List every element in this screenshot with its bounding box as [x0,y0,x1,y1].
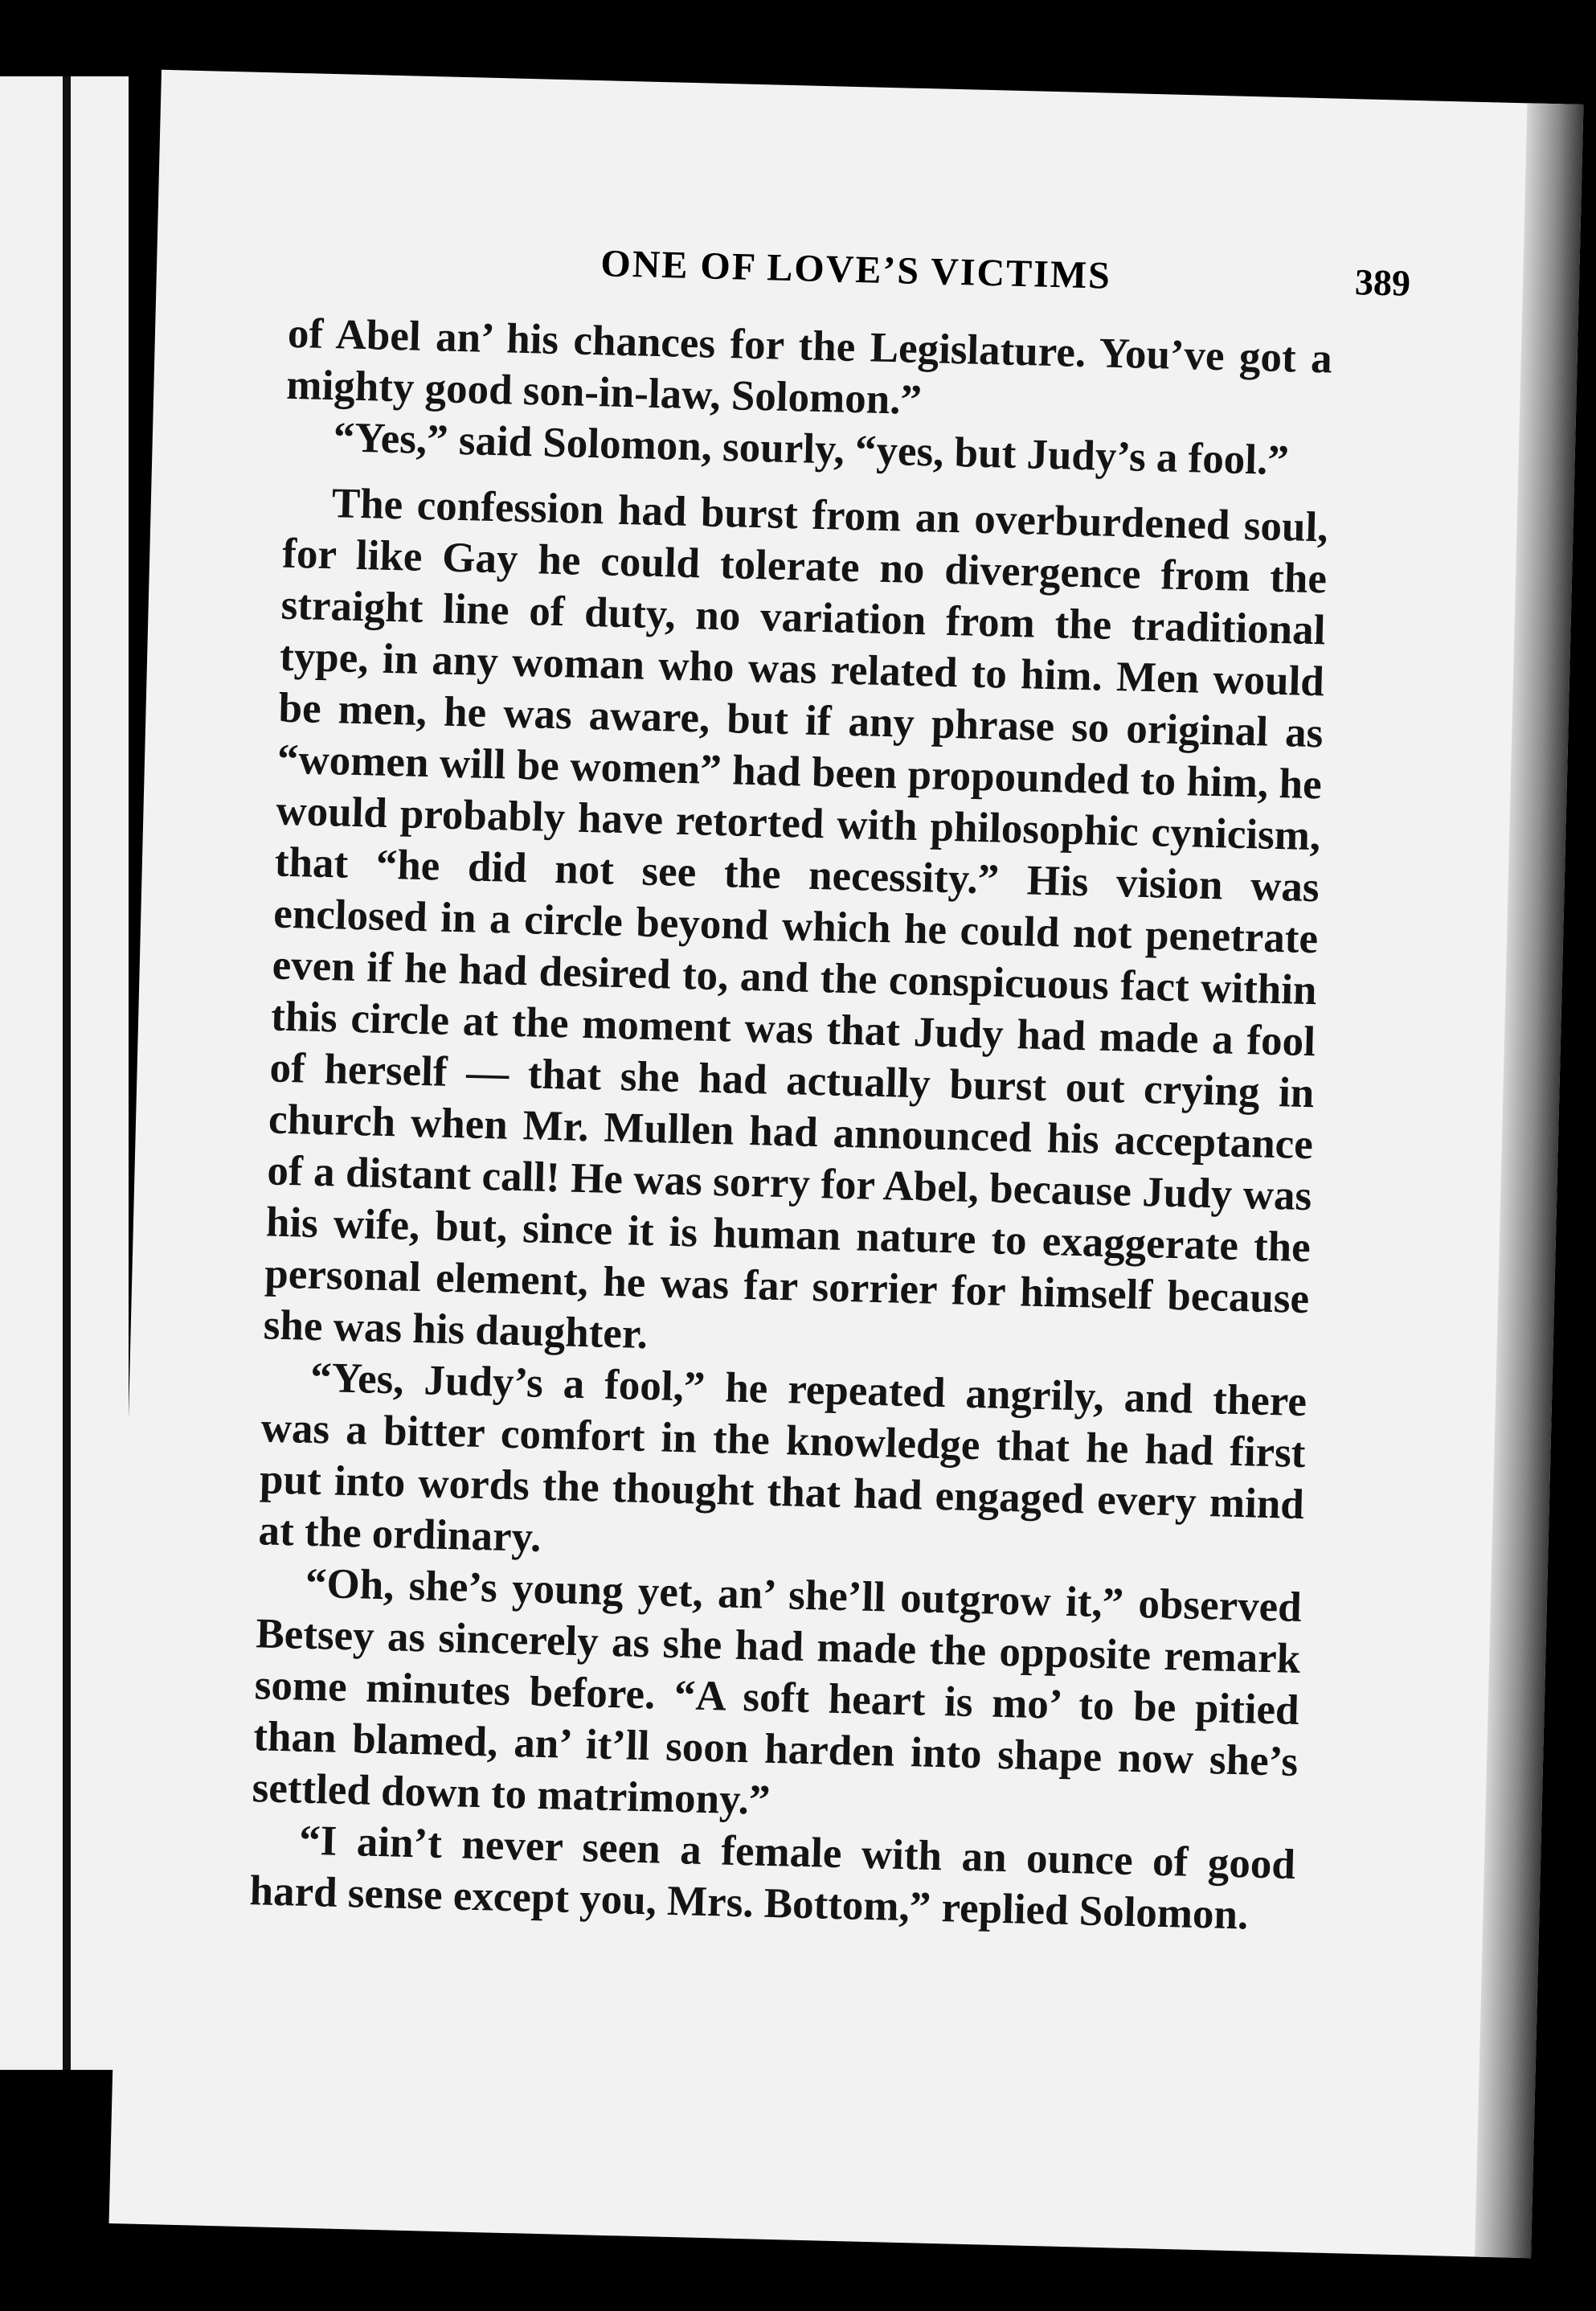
body-text [249,308,1333,1942]
page-gutter-edge [63,76,71,2070]
paragraph: The confession had burst from an overburdened soul, for like Gay he could tolerate no divergence from the straight line of duty, no variation from the traditional type, in any woman who was related to him. Men would be men, he was aware, but if any phrase so original as “women will be women” had been propounded to him, he would probably have retorted with philosophic cynicism, that “he did not see the necessity.” His vision was enclosed in a circle beyond which he could not penetrate even if he had desired to, and the conspicuous fact within this circle at the moment was that Judy had made a fool of herself — that she had actually burst out crying in church when Mr. Mullen had announced his acceptance of a distant call! He was sorry for Abel, because Judy was his wife, but, since it is human nature to exaggerate the personal element, he was far sorrier for himself because she was his daughter. [263,480,1329,1358]
paragraph-continuation: of Abel an’ his chances for the Legislature. You’ve got a mighty good son-in-law, Solomon.” [285,309,1333,424]
paragraph: “Oh, she’s young yet, an’ she’ll outgrow it,” observed Betsey as sincerely as she had made the opposite remark some minutes before. “A soft heart is mo’ to be pitied than blamed, an’ it’ll soon harden into shape now she’s settled down to matrimony.” [252,1559,1303,1824]
running-head-title: ONE OF LOVE’S VICTIMS [600,242,1112,297]
paragraph: “Yes, Judy’s a fool,” he repeated angrily, and there was a bitter comfort in the knowledge that he had first put into words the thought that had engaged every mind at the ordinary. [257,1354,1307,1561]
paragraph: “Yes,” said Solomon, sourly, “yes, but Judy’s a fool.” [333,414,1290,485]
book-page [109,70,1584,2258]
running-head [285,234,1411,305]
page-number: 389 [1354,261,1411,304]
paragraph: “I ain’t never seen a female with an ounce of good hard sense except you, Mrs. Bottom,” replied Solomon. [248,1817,1296,1939]
page-edge-shadow [1475,103,1583,2258]
